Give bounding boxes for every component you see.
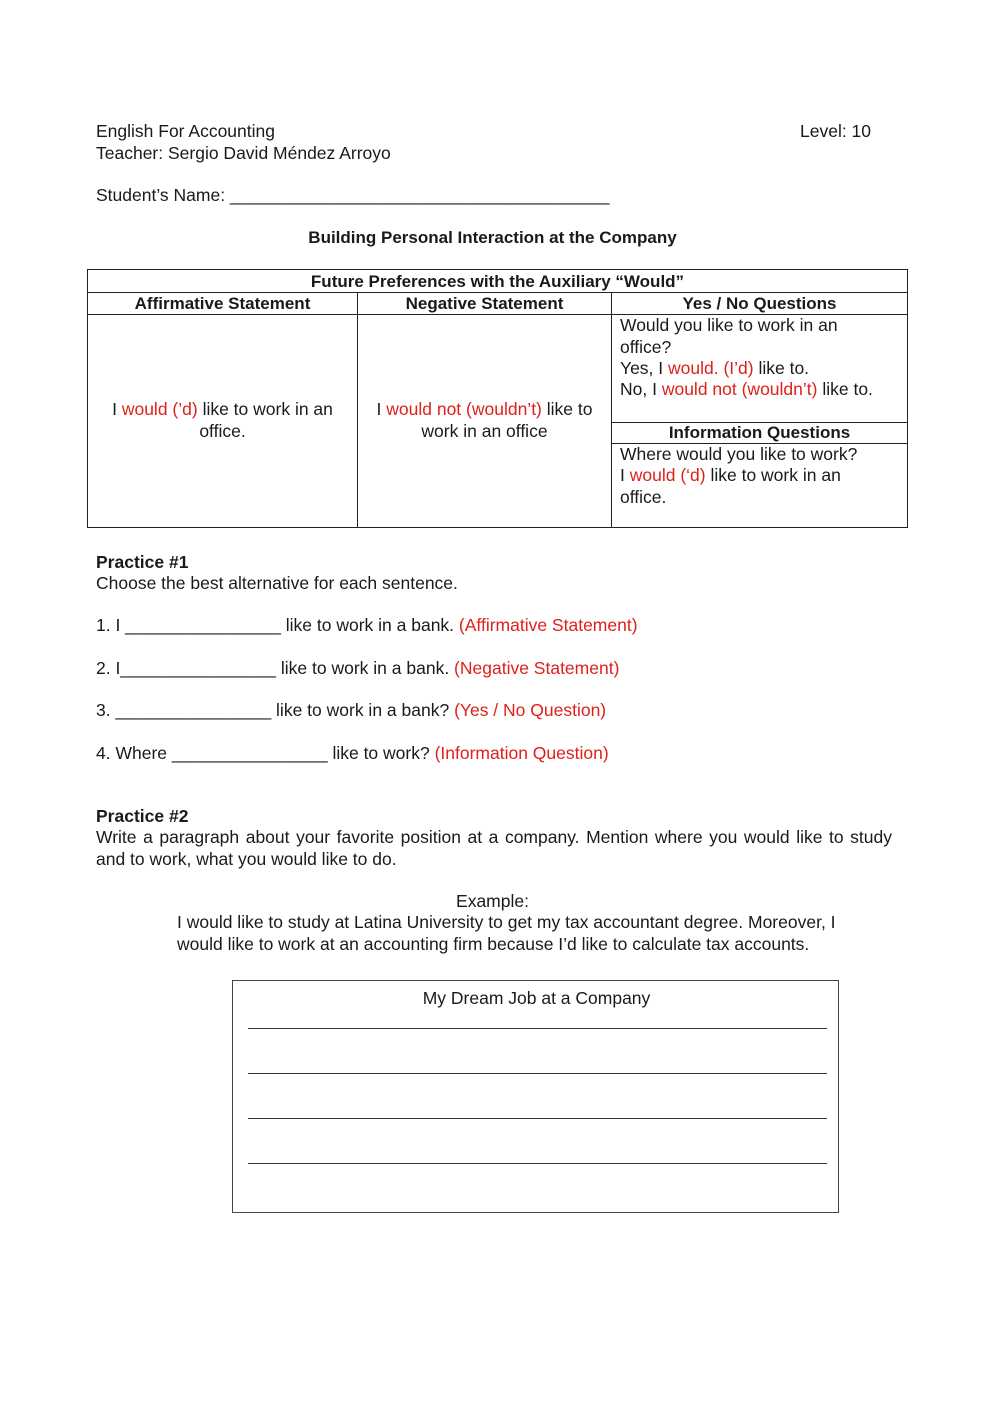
practice-1-title: Practice #1	[96, 552, 189, 572]
practice-1-instruction: Choose the best alternative for each sentence.	[96, 573, 458, 593]
writing-box[interactable]	[232, 980, 839, 1213]
column-header-information: Information Questions	[668, 423, 851, 442]
negative-example: I would not (wouldn’t) like to work in an office	[376, 399, 593, 441]
teacher-name: Teacher: Sergio David Méndez Arroyo	[96, 143, 391, 163]
exercise-item[interactable]: 3. ________________ like to work in a bank? (Yes / No Question)	[96, 700, 607, 720]
student-name-field[interactable]: _______________________________________	[229, 185, 610, 205]
writing-line[interactable]	[248, 1073, 827, 1074]
writing-box-title: My Dream Job at a Company	[422, 988, 651, 1008]
no-answer: No, I would not (wouldn’t) like to.	[620, 379, 873, 399]
table-title: Future Preferences with the Auxiliary “Would”	[310, 272, 685, 291]
exercise-item[interactable]: 2. I________________ like to work in a bank. (Negative Statement)	[96, 658, 620, 678]
information-answer: I would (‘d) like to work in an office.	[620, 465, 841, 507]
level-label: Level: 10	[800, 121, 872, 141]
example-paragraph: I would like to study at Latina University to get my tax accountant degree. Moreover, I would like to work at an accounting firm because I’d like to calculate tax accounts.	[177, 912, 836, 954]
table-divider	[611, 292, 612, 527]
grammar-table	[87, 269, 908, 528]
example-label: Example:	[456, 891, 529, 911]
information-question: Where would you like to work?	[620, 444, 858, 464]
yes-no-question: Would you like to work in an office?	[620, 315, 838, 357]
practice-2-instruction: Write a paragraph about your favorite position at a company. Mention where you would like to study and to work, what you would like to do.	[96, 827, 892, 869]
practice-2-title: Practice #2	[96, 806, 189, 826]
exercise-item[interactable]: 1. I ________________ like to work in a bank. (Affirmative Statement)	[96, 615, 638, 635]
student-name-line	[96, 185, 610, 206]
course-name: English For Accounting	[96, 121, 275, 141]
writing-line[interactable]	[248, 1028, 827, 1029]
writing-line[interactable]	[248, 1163, 827, 1164]
student-name-label: Student’s Name:	[96, 185, 230, 205]
writing-line[interactable]	[248, 1118, 827, 1119]
column-header-yes-no: Yes / No Questions	[682, 294, 837, 313]
page-title: Building Personal Interaction at the Company	[308, 228, 677, 247]
affirmative-example: I would (’d) like to work in an office.	[112, 399, 333, 441]
table-divider	[357, 292, 358, 527]
column-header-negative: Negative Statement	[405, 294, 564, 313]
exercise-item[interactable]: 4. Where ________________ like to work? (Information Question)	[96, 743, 609, 763]
column-header-affirmative: Affirmative Statement	[134, 294, 311, 313]
yes-answer: Yes, I would. (I’d) like to.	[620, 358, 810, 378]
